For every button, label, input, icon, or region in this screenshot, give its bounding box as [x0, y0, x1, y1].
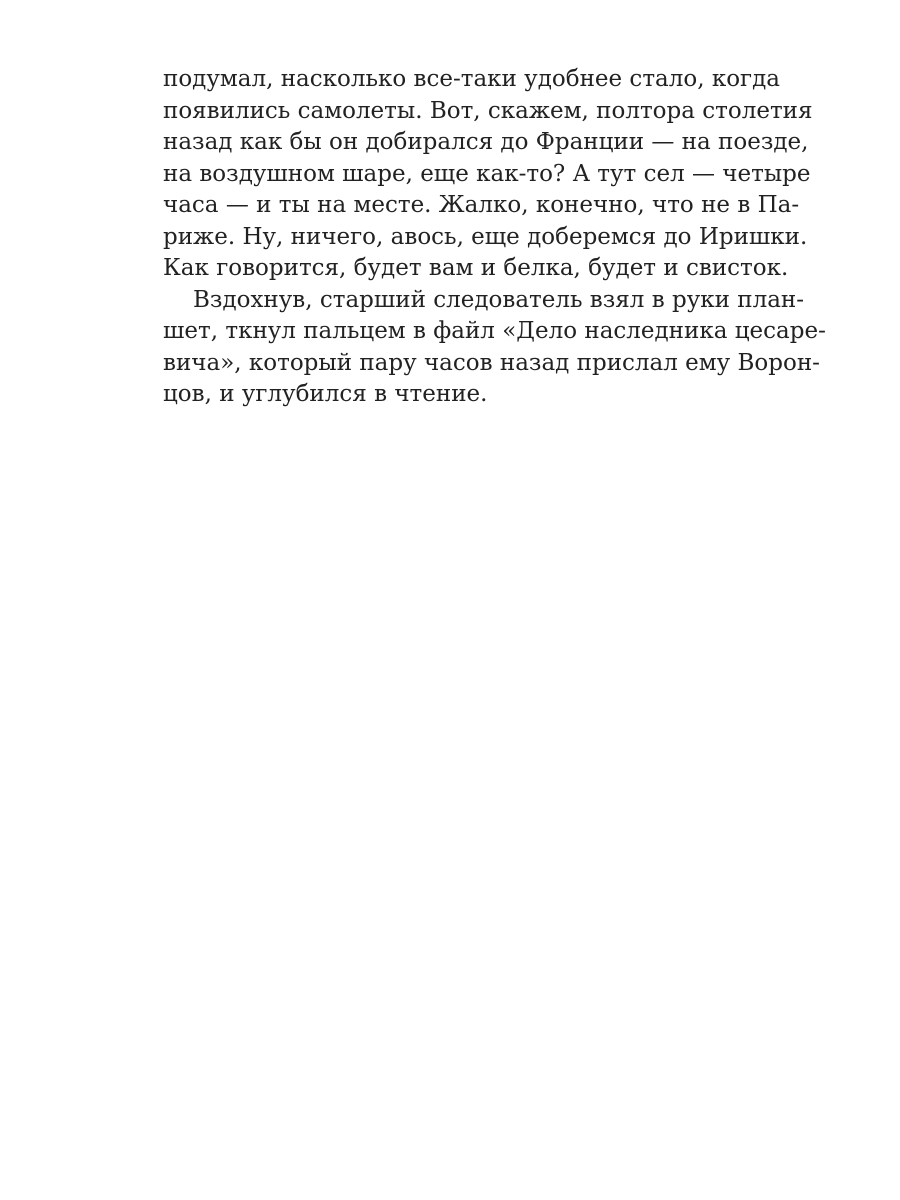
paragraph-2 [163, 285, 826, 411]
text-line: цов, и углубился в чтение. [163, 381, 488, 407]
text-line: вича», который пару часов назад прислал ему Ворон- [163, 349, 820, 376]
paragraph-1 [163, 64, 813, 285]
body-text [163, 64, 826, 411]
text-line: подумал, насколько все-таки удобнее стало, когда [163, 66, 780, 92]
text-line: появились самолеты. Вот, скажем, полтора столетия [163, 97, 813, 124]
text-line: часа — и ты на месте. Жалко, конечно, что не в Па- [163, 192, 800, 218]
text-line: Как говорится, будет вам и белка, будет и свисток. [163, 255, 789, 281]
text-line: шет, ткнул пальцем в файл «Дело наследника цесаре- [163, 318, 826, 344]
text-line: назад как бы он добирался до Франции — на поезде, [163, 129, 809, 155]
text-line: риже. Ну, ничего, авось, еще доберемся до Иришки. [163, 223, 808, 250]
text-line: на воздушном шаре, еще как-то? А тут сел — четыре [163, 160, 811, 187]
text-line: Вздохнув, старший следователь взял в руки план- [193, 286, 805, 313]
